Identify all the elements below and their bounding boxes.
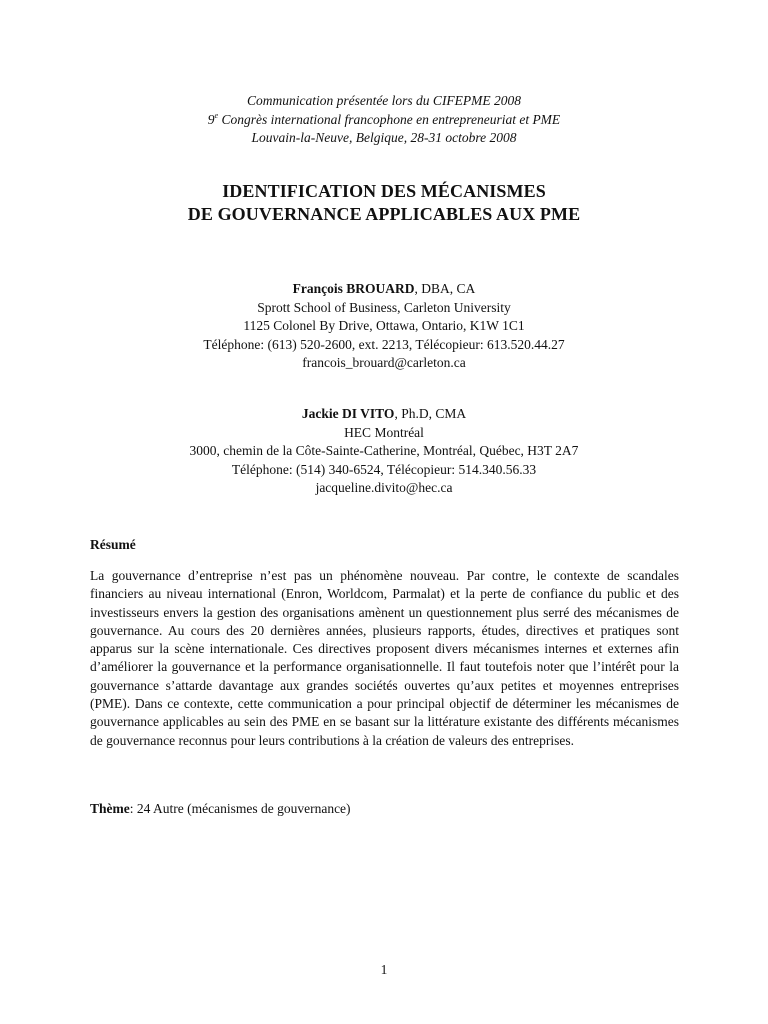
author-credentials: , Ph.D, CMA bbox=[394, 406, 467, 421]
author-phone: Téléphone: (613) 520-2600, ext. 2213, Télécopieur: 613.520.44.27 bbox=[203, 336, 565, 352]
conference-line-1: Communication présentée lors du CIFEPME 2008 bbox=[246, 93, 522, 108]
theme-label: Thème bbox=[90, 801, 130, 816]
theme-value: : 24 Autre (mécanismes de gouvernance) bbox=[129, 801, 351, 816]
author-email: jacqueline.divito@hec.ca bbox=[315, 480, 453, 495]
paper-title-line-1: IDENTIFICATION DES MÉCANISMES bbox=[222, 181, 546, 201]
paper-title-line-2: DE GOUVERNANCE APPLICABLES AUX PME bbox=[187, 204, 581, 224]
author-block-1 bbox=[0, 280, 768, 373]
conference-header bbox=[0, 92, 768, 148]
author-name-line bbox=[0, 405, 768, 424]
author-affiliation: Sprott School of Business, Carleton University bbox=[257, 299, 511, 315]
author-address: 3000, chemin de la Côte-Sainte-Catherine, Montréal, Québec, H3T 2A7 bbox=[189, 443, 579, 458]
abstract-heading: Résumé bbox=[90, 537, 136, 552]
congress-ordinal: e bbox=[214, 110, 219, 120]
author-block-2 bbox=[0, 405, 768, 498]
author-credentials: , DBA, CA bbox=[414, 281, 476, 296]
paper-title bbox=[0, 180, 768, 226]
author-name: François BROUARD bbox=[292, 281, 415, 296]
author-email: francois_brouard@carleton.ca bbox=[302, 355, 466, 370]
author-address: 1125 Colonel By Drive, Ottawa, Ontario, K1W 1C1 bbox=[243, 318, 525, 333]
author-phone: Téléphone: (514) 340-6524, Télécopieur: 514.340.56.33 bbox=[231, 461, 537, 477]
theme-line bbox=[90, 800, 351, 818]
conference-line-3: Louvain-la-Neuve, Belgique, 28-31 octobre 2008 bbox=[251, 130, 517, 145]
conference-line-2 bbox=[0, 111, 768, 130]
page-number: 1 bbox=[380, 962, 388, 977]
author-name-line bbox=[0, 280, 768, 299]
abstract-text: La gouvernance d’entreprise n’est pas un phénomène nouveau. Par contre, le contexte de scandales financiers au niveau international (Enron, Worldcom, Parmalat) et la perte de confiance du public et des investisseurs envers la gestion des organisations amènent un questionnement plus serré des mécanismes de gouvernance. Au cours des 20 dernières années, plusieurs rapports, études, directives et pratiques sont apparus sur la scène internationale. Ces directives proposent divers mécanismes internes et externes afin d’améliorer la gouvernance et la performance organisationnelle. Il faut toutefois noter que l’intérêt pour la gouvernance s’attarde davantage aux grandes sociétés ouvertes qu’aux petites et moyennes entreprises (PME). Dans ce contexte, cette communication a pour principal objectif de déterminer les mécanismes de gouvernance applicables au sein des PME en se basant sur la littérature existante des différents mécanismes de gouvernance reconnus pour leurs contributions à la création de valeurs des entreprises. bbox=[90, 568, 679, 748]
author-name: Jackie DI VITO bbox=[301, 406, 395, 421]
congress-number: 9 bbox=[207, 111, 215, 127]
congress-name: Congrès international francophone en entrepreneuriat et PME bbox=[218, 111, 561, 127]
author-affiliation: HEC Montréal bbox=[344, 424, 424, 440]
